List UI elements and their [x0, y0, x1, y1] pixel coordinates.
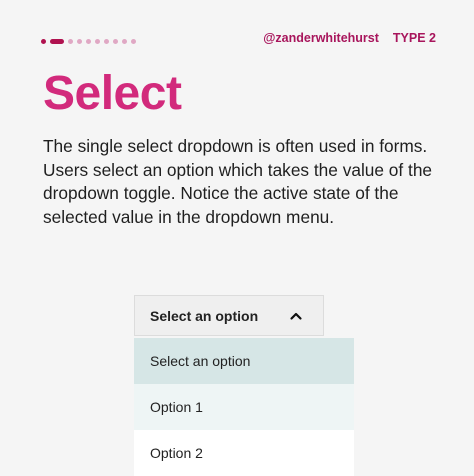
progress-dot — [77, 39, 82, 44]
progress-dot — [95, 39, 100, 44]
dropdown-option-placeholder[interactable]: Select an option — [134, 338, 354, 384]
progress-dot — [104, 39, 109, 44]
progress-dot — [68, 39, 73, 44]
dropdown-option-2[interactable]: Option 2 — [134, 430, 354, 476]
progress-dot — [122, 39, 127, 44]
dropdown-menu — [134, 338, 354, 476]
progress-dot — [41, 39, 46, 44]
dropdown-toggle[interactable] — [134, 295, 324, 336]
progress-dot — [131, 39, 136, 44]
progress-dot — [86, 39, 91, 44]
page-title: Select — [43, 67, 182, 120]
chevron-up-icon — [289, 309, 303, 323]
dropdown-toggle-label: Select an option — [150, 307, 259, 324]
description: The single select dropdown is often used in forms. Users select an option which takes the value of the dropdown toggle. Notice the active state of the selected value in the dropdown menu. — [43, 136, 433, 228]
progress-dot-active — [50, 39, 64, 44]
progress-dot — [113, 39, 118, 44]
progress-indicator — [41, 37, 136, 45]
author-handle: @zanderwhitehurst — [263, 31, 379, 45]
dropdown-option-1[interactable]: Option 1 — [134, 384, 354, 430]
type-label: TYPE 2 — [392, 31, 436, 45]
header-meta — [263, 31, 436, 45]
